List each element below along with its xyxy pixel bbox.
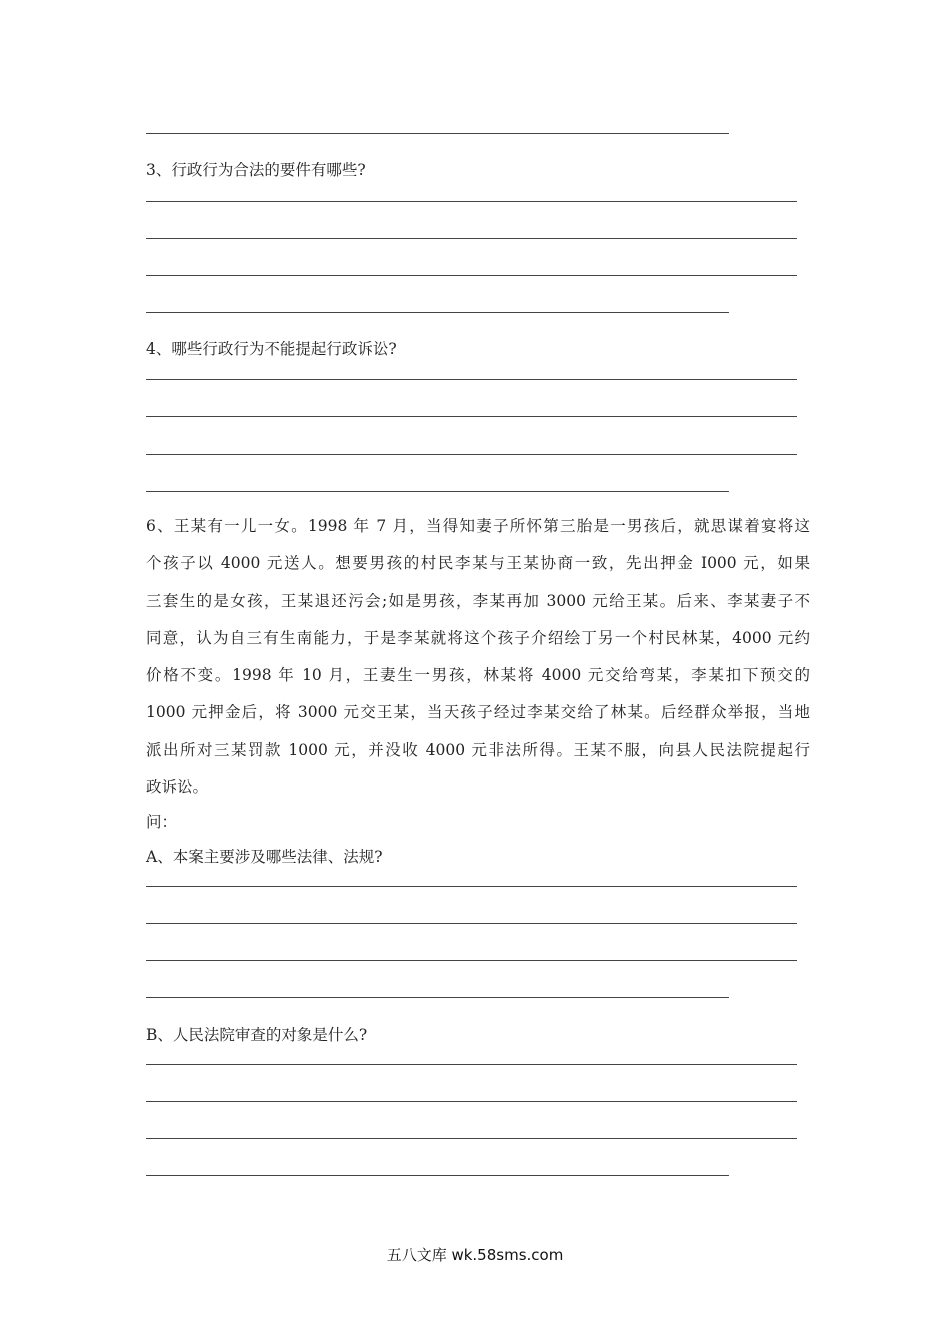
answer-line [146, 491, 729, 492]
paragraph-line: 价格不变。1998 年 10 月，王妻生一男孩，林某将 4000 元交给弯某，李某扣下预交的 [146, 666, 810, 685]
paragraph-line: 同意，认为自三有生南能力，于是李某就将这个孩子介绍绘丁另一个村民林某，4000 元约 [146, 628, 810, 647]
paragraph-line: 1000 元押金后，将 3000 元交王某，当天孩子经过李某交给了林某。后经群众举报，当地 [146, 703, 810, 722]
paragraph-line: 派出所对三某罚款 1000 元，并没收 4000 元非法所得。王某不服，向县人民法院提起行 [146, 740, 810, 759]
case-paragraph [146, 508, 810, 806]
paragraph-line: 6、王某有一儿一女。1998 年 7 月，当得知妻子所怀第三胎是一男孩后，就思谋着宴将这 [146, 517, 810, 535]
answer-line [146, 238, 797, 239]
answer-line [146, 1064, 797, 1065]
footer-watermark: 五八文库 wk.58sms.com [386, 1246, 564, 1264]
question-3: 3、行政行为合法的要件有哪些? [146, 161, 366, 179]
answer-line [146, 923, 797, 924]
question-6b: B、人民法院审查的对象是什么? [146, 1026, 368, 1044]
paragraph-line: 三套生的是女孩，王某退还污会;如是男孩，李某再加 3000 元给王某。后来、李某妻子不 [146, 591, 810, 610]
answer-line [146, 1138, 797, 1139]
answer-line [146, 416, 797, 417]
question-4: 4、哪些行政行为不能提起行政诉讼? [146, 340, 397, 358]
ask-label: 问： [146, 813, 178, 831]
answer-line [146, 275, 797, 276]
answer-line [146, 201, 797, 202]
answer-line [146, 886, 797, 887]
answer-line [146, 960, 797, 961]
answer-line [146, 454, 797, 455]
answer-line [146, 379, 797, 380]
answer-line [146, 1101, 797, 1102]
answer-line [146, 1175, 729, 1176]
question-6a: A、本案主要涉及哪些法律、法规? [146, 848, 383, 866]
answer-line [146, 312, 729, 313]
answer-line [146, 997, 729, 998]
paragraph-line: 政诉讼。 [146, 778, 209, 797]
paragraph-line: 个孩子以 4000 元送人。想要男孩的村民李某与王某协商一致，先出押金 I000 元，如果 [146, 554, 810, 573]
answer-line [146, 133, 729, 134]
